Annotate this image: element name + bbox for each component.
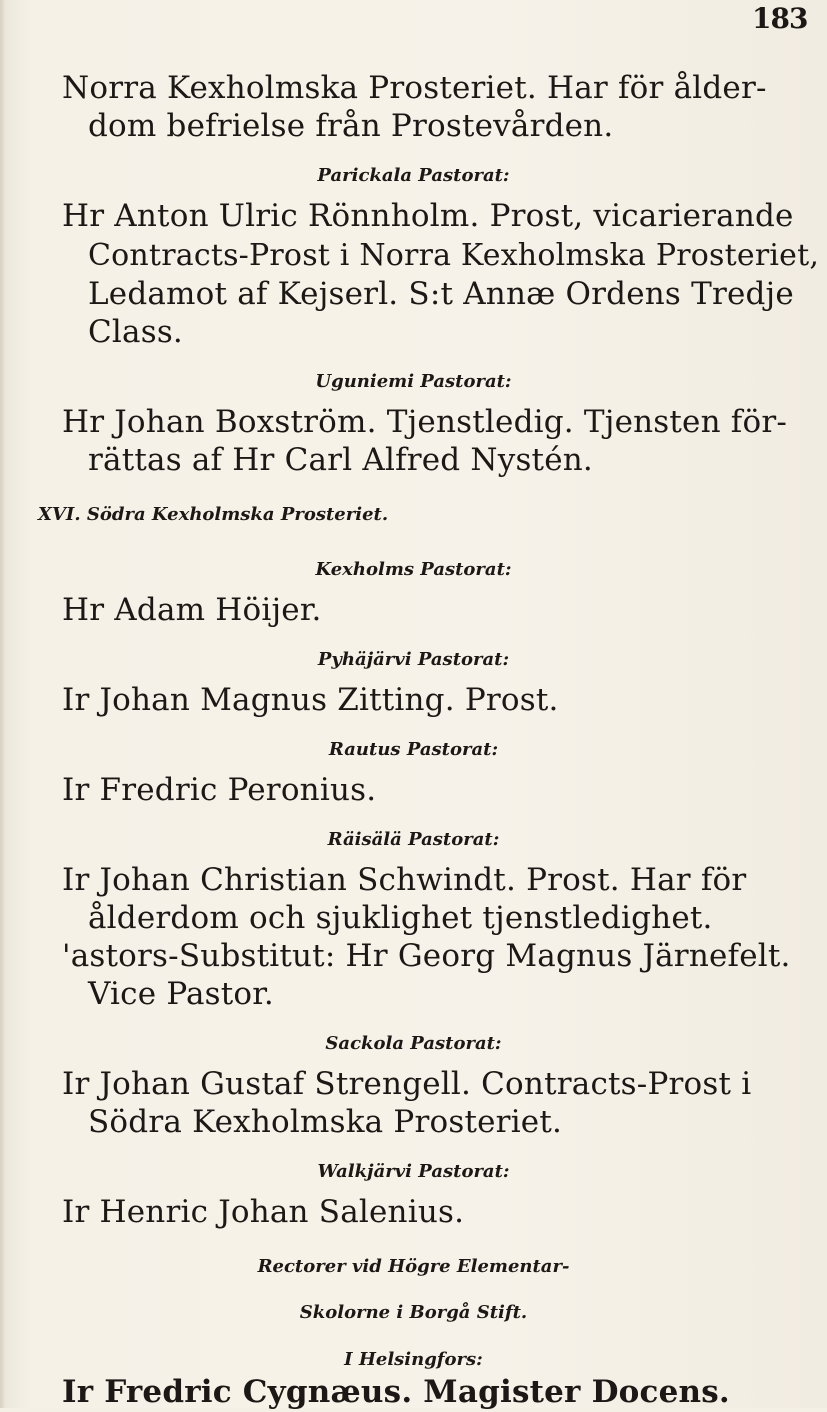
parish-heading: I Helsingfors: [344, 1349, 483, 1370]
page-binding-shadow [0, 0, 6, 1408]
page-number: 183 [752, 2, 808, 35]
text-line: Ir Johan Magnus Zitting. Prost. [62, 682, 559, 718]
text-line: Ir Fredric Cygnæus. Magister Docens. [62, 1374, 730, 1410]
text-line: Hr Adam Höijer. [62, 592, 322, 628]
parish-heading: Rautus Pastorat: [328, 739, 499, 760]
text-line: Contracts-Prost i Norra Kexholmska Prosteriet, [88, 238, 820, 273]
text-line: Ledamot af Kejserl. S:t Annæ Ordens Tredje [88, 276, 794, 312]
parish-heading: Kexholms Pastorat: [315, 559, 512, 580]
text-line: Vice Pastor. [88, 976, 274, 1012]
text-line: ålderdom och sjuklighet tjenstledighet. [88, 900, 713, 936]
parish-heading: Uguniemi Pastorat: [315, 371, 512, 392]
text-line: 'astors-Substitut: Hr Georg Magnus Järnefelt. [62, 938, 791, 974]
text-line: Ir Johan Christian Schwindt. Prost. Har för [62, 862, 747, 898]
text-line: Norra Kexholmska Prosteriet. Har för ålder- [62, 70, 767, 106]
text-line: Hr Johan Boxström. Tjenstledig. Tjensten för- [62, 404, 788, 440]
text-line: Ir Henric Johan Salenius. [62, 1194, 465, 1230]
parish-heading: Räisälä Pastorat: [327, 829, 500, 850]
section-heading: XVI. Södra Kexholmska Prosteriet. [38, 504, 389, 525]
section-heading: Skolorne i Borgå Stift. [299, 1302, 528, 1323]
section-heading: Rectorer vid Högre Elementar- [257, 1256, 570, 1277]
text-line: Södra Kexholmska Prosteriet. [88, 1104, 563, 1140]
text-line: rättas af Hr Carl Alfred Nystén. [88, 442, 593, 478]
parish-heading: Parickala Pastorat: [317, 165, 510, 186]
parish-heading: Sackola Pastorat: [325, 1033, 502, 1054]
parish-heading: Pyhäjärvi Pastorat: [317, 649, 510, 670]
text-line: Ir Johan Gustaf Strengell. Contracts-Prost i [62, 1066, 752, 1102]
text-line: Hr Anton Ulric Rönnholm. Prost, vicarierande [62, 198, 794, 234]
parish-heading: Walkjärvi Pastorat: [317, 1161, 510, 1182]
text-line: Class. [88, 314, 183, 350]
text-line: Ir Fredric Peronius. [62, 772, 377, 808]
text-line: dom befrielse från Prostevården. [88, 108, 614, 144]
